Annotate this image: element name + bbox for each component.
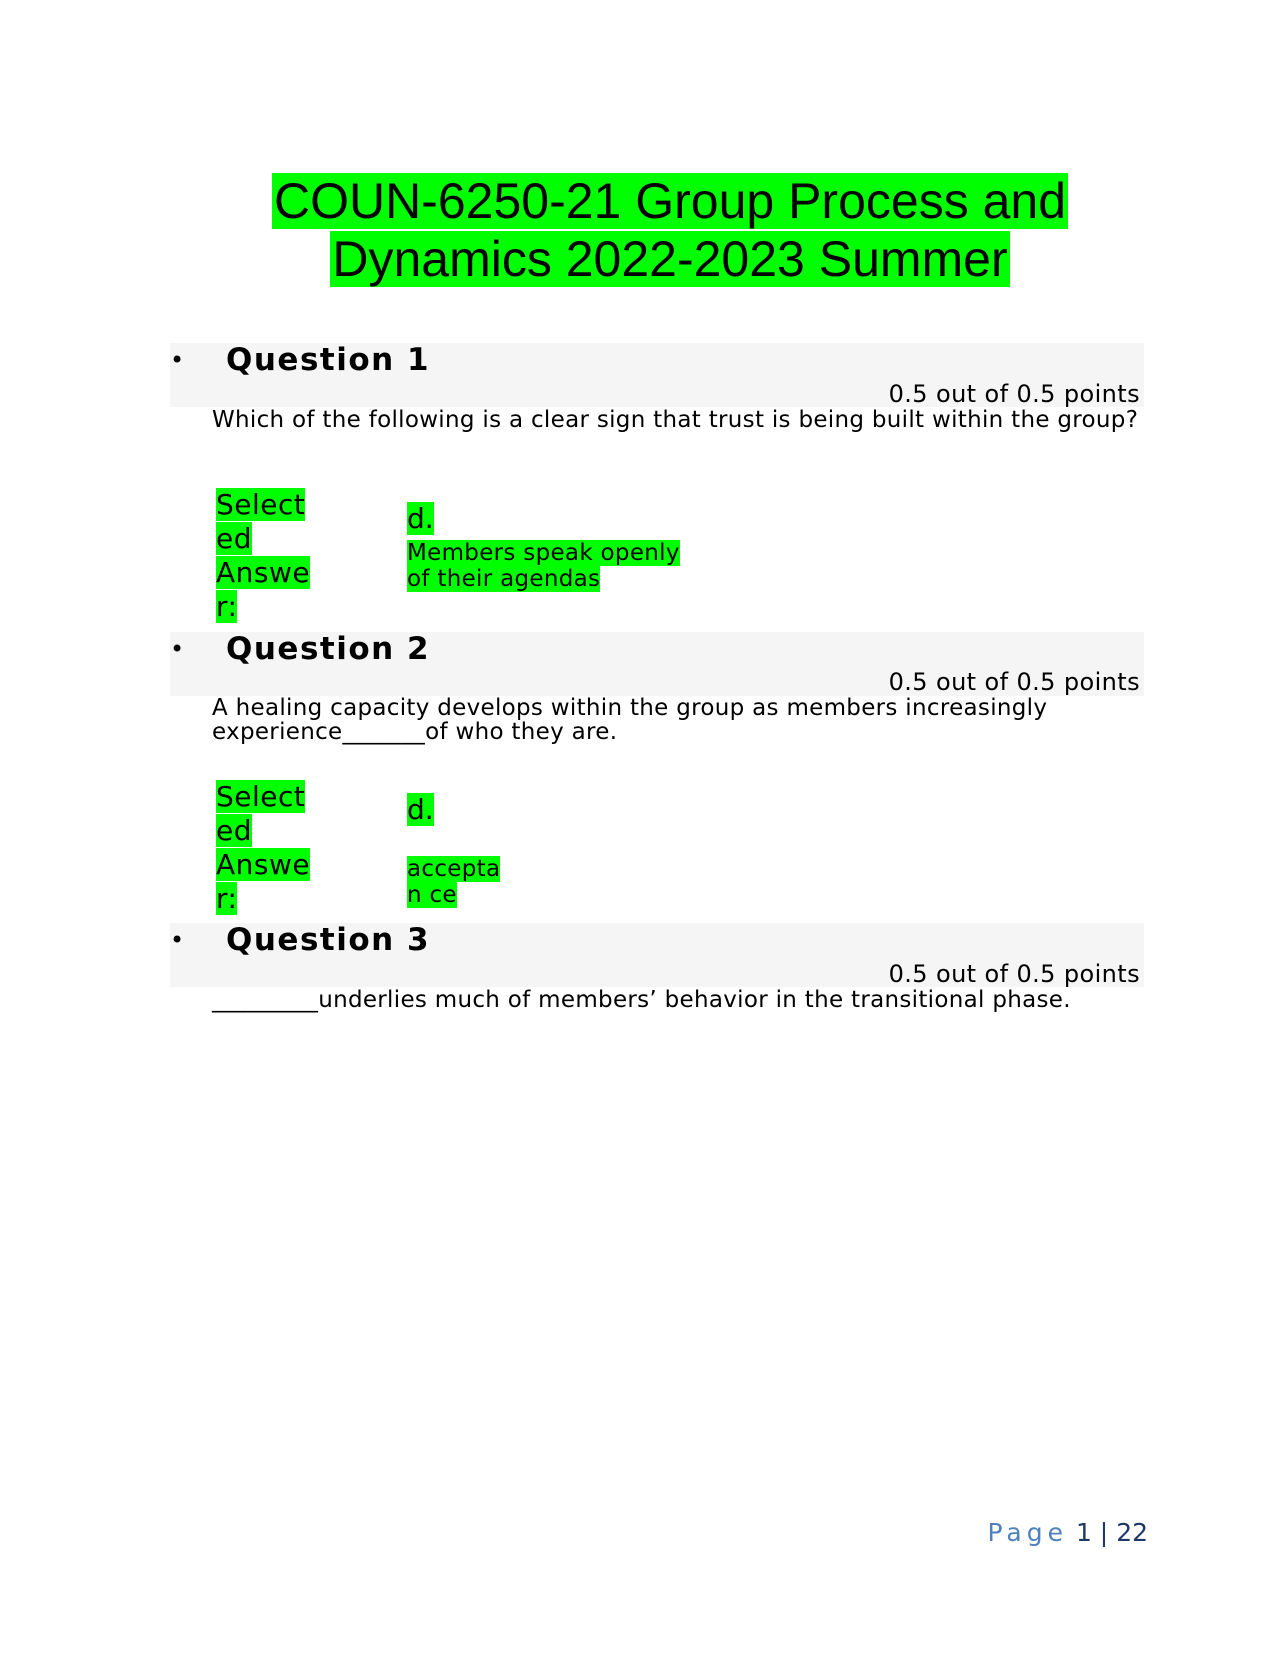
page-separator: |	[1099, 1518, 1109, 1547]
question-2-answer-text: accepta n ce	[407, 856, 501, 908]
page-number: 1	[1075, 1518, 1092, 1547]
title-line-2: Dynamics 2022-2023 Summer	[332, 231, 1008, 287]
bullet-icon: •	[170, 926, 185, 954]
page-word: Page	[987, 1518, 1068, 1547]
question-3-title: Question 3	[226, 922, 431, 958]
total-pages: 22	[1116, 1518, 1148, 1547]
question-2-title: Question 2	[226, 631, 431, 667]
question-3-points: 0.5 out of 0.5 points	[888, 960, 1140, 988]
question-1-title: Question 1	[226, 342, 431, 378]
title-line-1: COUN-6250-21 Group Process and	[273, 173, 1067, 229]
question-2-answer-letter: d.	[407, 793, 434, 826]
bullet-icon: •	[170, 635, 185, 663]
page-footer	[987, 1518, 1148, 1547]
question-1-answer-text: Members speak openly of their agendas	[407, 540, 680, 592]
question-3-text: _________underlies much of members’ behavior in the transitional phase.	[212, 987, 1071, 1013]
question-1-points: 0.5 out of 0.5 points	[888, 380, 1140, 408]
bullet-icon: •	[170, 346, 185, 374]
question-1-selected-answer-label: Select ed Answe r:	[216, 488, 311, 623]
question-1-text: Which of the following is a clear sign that trust is being built within the group?	[212, 407, 1139, 433]
document-title	[170, 172, 1170, 288]
question-2-text: A healing capacity develops within the group as members increasingly experience_______of who they are.	[212, 695, 1048, 745]
question-2-selected-answer-label: Select ed Answe r:	[216, 780, 311, 915]
question-2-points: 0.5 out of 0.5 points	[888, 668, 1140, 696]
question-1-answer-letter: d.	[407, 502, 434, 535]
